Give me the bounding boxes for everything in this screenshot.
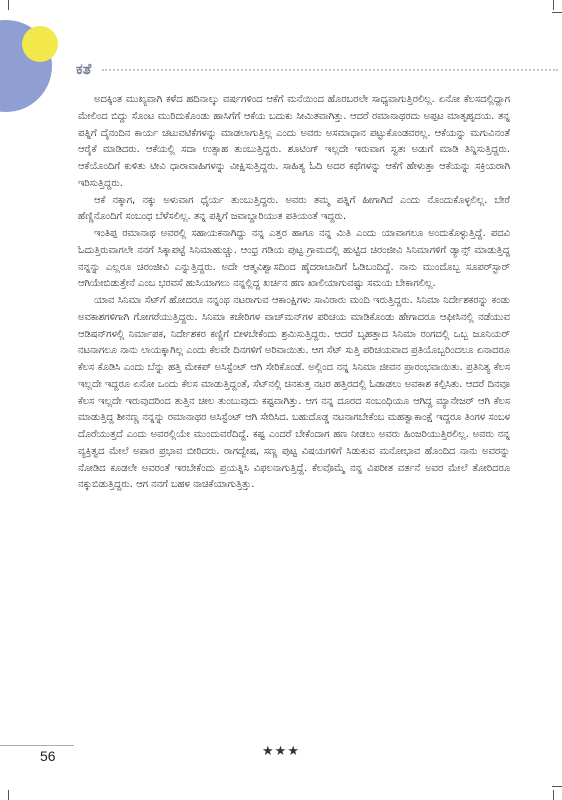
article-body	[78, 92, 510, 494]
crop-mark-bottom-left	[8, 790, 9, 800]
crop-mark-top-right	[553, 0, 554, 10]
decorative-yellow-circle	[22, 26, 58, 62]
paragraph: ಆಕೆ ನಕ್ಕಾಗ, ನಕ್ಕು ಅಳುವಾಗ ಧೈರ್ಯ ತುಂಬುತ್ತಿದ್ದರು. ಅವರು ತಮ್ಮ ಪತ್ನಿಗೆ ಹೀಗಾಗಿದೆ ಎಂದು ನೊಂದುಕೊಳ್ಳಲಿಲ್ಲ. ಬೇರೆ ಹೆಣ್ಣಿನೊಂದಿಗೆ ಸಂಬಂಧ ಬೆಳೆಸಲಿಲ್ಲ. ತನ್ನ ಪತ್ನಿಗೆ ಜವಾಬ್ದಾರಿಯುತ ಪತಿಯಂತೆ ಇದ್ದರು.	[78, 194, 510, 223]
crop-mark-right-top	[552, 12, 562, 13]
end-separator: ★★★	[262, 744, 300, 759]
paragraph: ಅದಕ್ಕಿಂತ ಮುಖ್ಯವಾಗಿ ಕಳೆದ ಹದಿನಾಲ್ಕು ವರ್ಷಗಳಿಂದ ಆಕೆಗೆ ಮನೆಯಿಂದ ಹೊರಬರಲೇ ಸಾಧ್ಯವಾಗುತ್ತಿರಲಿಲ್ಲ. ಏನೋ ಕೆಲಸದಲ್ಲಿದ್ದಾಗ ಮೇಲಿಂದ ಬಿದ್ದು ಸೊಂಟ ಮುರಿದುಕೊಂಡು ಹಾಸಿಗೆಗೆ ಆಕೆಯ ಬದುಕು ಸೀಮಿತವಾಗಿತ್ತು. ಆದರೆ ರಮಾನಾಥರದು ಅಪ್ಪಟ ಮಾತೃಹೃದಯ. ತನ್ನ ಪತ್ನಿಗೆ ದೈನಂದಿನ ಕಾರ್ಯ ಚಟುವಟಿಕೆಗಳನ್ನು ಮಾಡಲಾಗುತ್ತಿಲ್ಲ ಎಂದು ಅವರು ಅಸಮಾಧಾನ ಪಟ್ಟುಕೊಂಡವರಲ್ಲ. ಆಕೆಯನ್ನು ಮಗುವಿನಂತೆ ಆರೈಕೆ ಮಾಡಿದರು. ಆಕೆಯಲ್ಲಿ ಸದಾ ಉತ್ಸಾಹ ತುಂಬುತ್ತಿದ್ದರು. ಶೂಟಿಂಗ್ ಇಲ್ಲದೇ ಇರುವಾಗ ಸ್ವತಃ ಅಡುಗೆ ಮಾಡಿ ತಿನ್ನಿಸುತ್ತಿದ್ದರು. ಆಕೆಯೊಂದಿಗೆ ಕುಳಿತು ಟೀವಿ ಧಾರಾವಾಹಿಗಳನ್ನು ವೀಕ್ಷಿಸುತ್ತಿದ್ದರು. ಸಾಹಿತ್ಯ ಓದಿ ಅದರ ಕಥೆಗಳನ್ನು ಆಕೆಗೆ ಹೇಳುತ್ತಾ ಆಕೆಯನ್ನು ಸಕ್ರಿಯರಾಗಿ ಇರಿಸುತ್ತಿದ್ದರು.	[78, 94, 510, 189]
paragraph: ಇಂತಿಪ್ಪ ರಮಾನಾಥ ಅವರಲ್ಲಿ ಸಹಾಯಕನಾಗಿದ್ದು ನನ್ನ ಎತ್ತರ ಹಾಗೂ ನನ್ನ ಮಿತಿ ಎಂದು ಯಾವಾಗಲೂ ಅಂದುಕೊಳ್ಳುತ್ತಿದ್ದೆ. ಪದವಿ ಓದುತ್ತಿರುವಾಗಲೇ ನನಗೆ ಸಿಕ್ಕಾಪಟ್ಟೆ ಸಿನಿಮಾಹುಚ್ಚು. ಆಂಧ್ರ ಗಡಿಯ ಪುಟ್ಟ ಗ್ರಾಮದಲ್ಲಿ ಹುಟ್ಟಿದ ಚಿರಂಜೀವಿ ಸಿನಿಮಾಗಳಿಗೆ ಡ್ಯಾನ್ಸ್ ಮಾಡುತ್ತಿದ್ದ ನನ್ನನ್ನು ಎಲ್ಲರೂ ಚಿರಂಜೀವಿ ಎನ್ನುತ್ತಿದ್ದರು. ಅದೇ ಆತ್ಮವಿಶ್ವಾಸದಿಂದ ಹೈದರಾಬಾದಿಗೆ ಓಡಿಬಂದಿದ್ದೆ. ನಾನು ಮುಂದೊಬ್ಬ ಸೂಪರ್‌ಸ್ಟಾರ್ ಆಗಿಯೇಬಿಡುತ್ತೇನೆ ಎಂಬ ಭರವಸೆ ಹುಸಿಯಾಗಲು ನನ್ನಲ್ಲಿದ್ದ ಖರ್ಚಿನ ಹಣ ಖಾಲಿಯಾಗುವಷ್ಟು ಸಮಯ ಬೇಕಾಗಲಿಲ್ಲ.	[78, 228, 510, 290]
crop-mark-right-bottom	[552, 786, 562, 787]
section-title: ಕತೆ	[76, 60, 92, 78]
paragraph: ಯಾವ ಸಿನಿಮಾ ಸೆಟ್‌ಗೆ ಹೋದರೂ ನನ್ನಂಥ ನಟರಾಗುವ ಆಕಾಂಕ್ಷಿಗಳು ಸಾವಿರಾರು ಮಂದಿ ಇರುತ್ತಿದ್ದರು. ಸಿನಿಮಾ ನಿರ್ದೇಶಕರನ್ನು ಕಂಡು ಅವಕಾಶಗಳಿಗಾಗಿ ಗೋಗರೆಯುತ್ತಿದ್ದರು. ಸಿನಿಮಾ ಕಚೇರಿಗಳ ವಾಚ್‌ಮನ್‌ಗಳ ಪರಿಚಯ ಮಾಡಿಕೊಂಡು ಹೇಗಾದರೂ ಆಫೀಸಿನಲ್ಲಿ ನಡೆಯುವ ಆಡಿಷನ್‌ಗಳಲ್ಲಿ ನಿರ್ಮಾಪಕ, ನಿರ್ದೇಶಕರ ಕಣ್ಣಿಗೆ ಬೀಳಬೇಕೆಂದು ಶ್ರಮಿಸುತ್ತಿದ್ದರು. ಆದರೆ ಬೃಹತ್ತಾದ ಸಿನಿಮಾ ರಂಗದಲ್ಲಿ ಒಬ್ಬ ಜೂನಿಯರ್ ನಟನಾಗಲೂ ನಾನು ಲಾಯಕ್ಕಾಗಿಲ್ಲ ಎಂದು ಕೆಲವೇ ದಿನಗಳಿಗೆ ಅರಿವಾಯಿತು. ಆಗ ಸೆಟ್ ಸುತ್ತಿ ಪರಿಚಯವಾದ ಪ್ರತಿಯೊಬ್ಬರಿಂದಲೂ ಏನಾದರೂ ಕೆಲಸ ಕೊಡಿಸಿ ಎಂದು ಬೆನ್ನು ಹತ್ತಿ ಮೇಕಪ್ ಅಸಿಸ್ಟೆಂಟ್ ಆಗಿ ಸೇರಿಕೊಂಡೆ. ಅಲ್ಲಿಂದ ನನ್ನ ಸಿನಿಮಾ ಜೀವನ ಪ್ರಾರಂಭವಾಯಿತು. ಪ್ರತಿನಿತ್ಯ ಕೆಲಸ ಇಲ್ಲದೇ ಇದ್ದರೂ ಏನೋ ಒಂದು ಕೆಲಸ ಮಾಡುತ್ತಿದ್ದಂತೆ, ಸೆಟ್‌ನಲ್ಲಿ ಚಿನಕುತ್ತ ನಟರ ಹತ್ತಿರದಲ್ಲಿ ಓಡಾಡಲು ಅವಕಾಶ ಕಲ್ಪಿಸಿತು. ಆದರೆ ದಿನವೂ ಕೆಲಸ ಇಲ್ಲದೇ ಇರುವುದರಿಂದ ತುತ್ತಿನ ಚೀಲ ತುಂಬುವುದು ಕಷ್ಟವಾಗಿತ್ತು. ಆಗ ನನ್ನ ದೂರದ ಸಂಬಂಧಿಯೂ ಆಗಿದ್ದ ಮ್ಯಾನೇಜರ್ ಆಗಿ ಕೆಲಸ ಮಾಡುತ್ತಿದ್ದ ಶೀನಣ್ಣ ನನ್ನನ್ನು ರಮಾನಾಥರ ಅಸಿಸ್ಟೆಂಟ್ ಆಗಿ ಸೇರಿಸಿದ. ಬಹುದೊಡ್ಡ ನಟನಾಗಬೇಕೆಂಬ ಮಹತ್ವಾಕಾಂಕ್ಷೆ ಇದ್ದರೂ ತಿಂಗಳ ಸಂಬಳ ದೊರೆಯುತ್ತದೆ ಎಂದು ಅವರಲ್ಲಿಯೇ ಮುಂದುವರೆದಿದ್ದೆ. ಕಷ್ಟ ಎಂದರೆ ಬೇಕೆಂದಾಗ ಹಣ ನೀಡಲು ಅವರು ಹಿಂಜರಿಯುತ್ತಿರಲಿಲ್ಲ. ಅವರು ನನ್ನ ವ್ಯಕ್ತಿತ್ವದ ಮೇಲೆ ಅಪಾರ ಪ್ರಭಾವ ಬೀರಿದರು. ರಾಗದ್ವೇಷ, ಸಣ್ಣ ಪುಟ್ಟ ವಿಷಯಗಳಿಗೆ ಸಿಡುಕುವ ಮನೋಭಾವ ಹೊಂದಿದ ನಾನು ಅವರನ್ನು ನೋಡಿದ ಕೂಡಲೇ ಅವರಂತೆ ಇರಬೇಕೆಂದು ಪ್ರಯತ್ನಿಸಿ ವಿಫಲನಾಗುತ್ತಿದ್ದೆ. ಕೆಲವೊಮ್ಮೆ ನನ್ನ ವಿಪರೀತ ವರ್ತನೆ ಅವರ ಮೇಲೆ ತೋರಿದರೂ ನಕ್ಕುಬಿಡುತ್ತಿದ್ದರು. ಆಗ ನನಗೆ ಬಹಳ ನಾಚಿಕೆಯಾಗುತ್ತಿತ್ತು.	[78, 295, 510, 491]
crop-mark-bottom-right	[553, 790, 554, 800]
header-dotted-rule	[102, 69, 558, 71]
page-number: 56	[40, 748, 56, 764]
crop-mark-top-left	[8, 0, 9, 10]
